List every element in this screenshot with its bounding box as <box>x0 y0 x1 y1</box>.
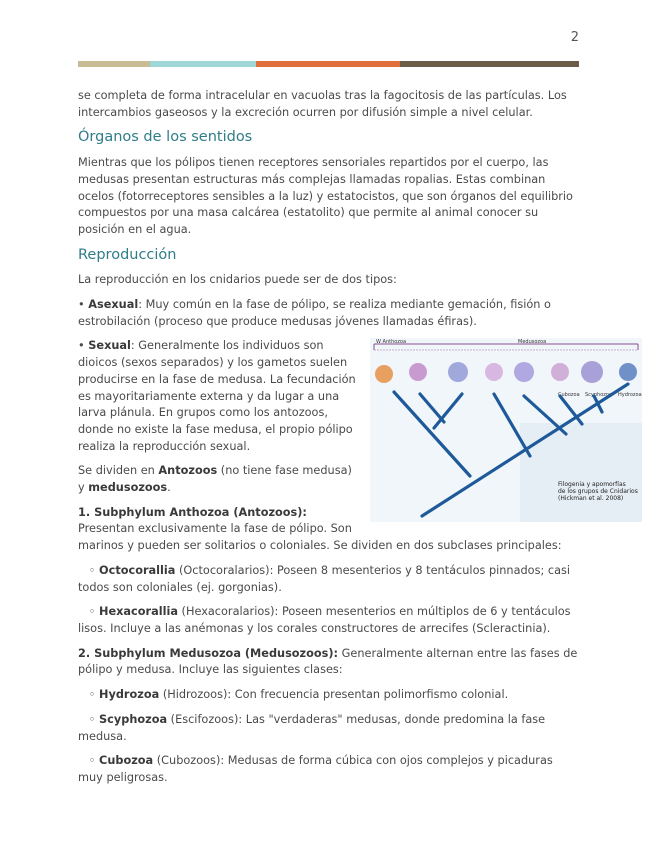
taxon-illustration-5 <box>514 362 534 382</box>
taxon-label-scyphozoa: Scyphozoa <box>585 392 613 399</box>
hydrozoa-text: (Hidrozoos): Con frecuencia presentan polimorfismo colonial. <box>159 688 509 702</box>
taxon-illustration-7 <box>581 361 603 383</box>
asexual-text: : Muy común en la fase de pólipo, se realiza mediante gemación, fisión o estrobilación (proceso que produce medusas jóvenes llamadas éfiras). <box>78 298 551 328</box>
medusozoa-paragraph <box>78 646 578 679</box>
division-text-pre: Se dividen en <box>78 464 159 478</box>
page-number: 2 <box>570 30 579 45</box>
cubozoa-item: ◦ Cubozoa (Cubozoos): Medusas de forma cúbica con ojos complejos y picaduras muy peligrosas. <box>78 754 553 784</box>
reproduccion-intro: La reproducción en los cnidarios puede ser de dos tipos: <box>78 273 397 287</box>
document-body <box>78 88 642 795</box>
hexacorallia-text: (Hexacoralarios): Poseen mesenterios en múltiplos de 6 y tentáculos lisos. Incluye a las anémonas y los corales constructores de arrecifes (Scleractinia). <box>78 605 571 635</box>
division-text-end: . <box>167 481 171 495</box>
division-medusozoos: medusozoos <box>88 481 168 495</box>
taxon-illustration-2 <box>409 363 427 381</box>
header-bar-segment-2 <box>150 61 256 67</box>
division-antozoos: Antozoos <box>158 464 218 478</box>
sexual-text: : Generalmente los individuos son dioicos (sexos separados) y los gametos suelen producirse en la fase de medusa. La fecundación es mayoritariamente externa y da lugar a una larva plánula. En grupos como los antozoos, donde no existe la fase medusa, el propio pólipo realiza la reproducción sexual. <box>78 339 356 453</box>
taxon-illustration-3 <box>448 362 468 382</box>
header-bar-segment-4 <box>400 61 579 67</box>
heading-sentidos: Órganos de los sentidos <box>78 129 253 146</box>
hydrozoa-item: ◦ Hydrozoa (Hidrozoos): Con frecuencia presentan polimorfismo colonial. <box>78 688 509 702</box>
hexacorallia-label: Hexacorallia <box>99 605 178 619</box>
taxon-illustration-4 <box>485 363 503 381</box>
taxon-label-hydrozoa: Hydrozoa <box>618 392 642 399</box>
sexual-paragraph: • Sexual: Generalmente los individuos son dioicos (sexos separados) y los gametos suelen producirse en la fase de medusa. La fecundación es mayoritariamente externa y da lugar a una larva plánula. En grupos como los antozoos, donde no existe la fase medusa, el propio pólipo realiza la reproducción sexual. <box>78 339 356 453</box>
medusozoa-title: 2. Subphylum Medusozoa (Medusozoos): <box>78 646 339 660</box>
anthozoa-text: Presentan exclusivamente la fase de pólipo. Son marinos y pueden ser solitarios o coloniales. Se dividen en dos subclases principales: <box>78 522 562 553</box>
figure-caption: Filogenia y apomorfías de los grupos de Cnidarios (Hickman et al. 2008) <box>558 481 638 503</box>
medusozoa-text: Generalmente alternan entre las fases de pólipo y medusa. Incluye las siguientes clases: <box>78 646 578 677</box>
taxon-illustration-1 <box>375 365 393 383</box>
phylogeny-figure <box>370 338 642 522</box>
asexual-label: Asexual <box>88 298 139 312</box>
heading-reproduccion: Reproducción <box>78 246 177 263</box>
hydrozoa-label: Hydrozoa <box>99 688 160 702</box>
anthozoa-title: 1. Subphylum Anthozoa (Antozoos): <box>78 505 307 519</box>
taxon-illustration-8 <box>619 363 637 381</box>
octocorallia-text: (Octocoralarios): Poseen 8 mesenterios y 8 tentáculos pinnados; casi todos son coloniales (ej. gorgonias). <box>78 563 571 594</box>
intro-paragraph: se completa de forma intracelular en vacuolas tras la fagocitosis de las partículas. Los intercambios gaseosos y la excreción ocurren por difusión simple a nivel celular. <box>78 89 567 119</box>
scyphozoa-label: Scyphozoa <box>99 712 168 726</box>
header-bar-segment-3 <box>256 61 400 67</box>
cubozoa-label: Cubozoa <box>99 754 154 768</box>
asexual-paragraph: • Asexual: Muy común en la fase de pólipo, se realiza mediante gemación, fisión o estrobilación (proceso que produce medusas jóvenes llamadas éfiras). <box>78 298 551 328</box>
header-bar-segment-1 <box>78 61 150 67</box>
taxon-illustration-6 <box>551 363 569 381</box>
division-text-mid: (no tiene fase medusa) y <box>78 464 352 495</box>
scyphozoa-item: ◦ Scyphozoa (Escifozoos): Las "verdaderas" medusas, donde predomina la fase medusa. <box>78 712 546 743</box>
sexual-label: Sexual <box>88 339 131 353</box>
figure-header-right: Medusozoa <box>518 339 547 346</box>
scyphozoa-text: (Escifozoos): Las "verdaderas" medusas, donde predomina la fase medusa. <box>78 712 546 743</box>
cubozoa-text: (Cubozoos): Medusas de forma cúbica con ojos complejos y picaduras muy peligrosas. <box>78 754 553 784</box>
octocorallia-label: Octocorallia <box>99 563 176 577</box>
sentidos-paragraph: Mientras que los pólipos tienen receptores sensoriales repartidos por el cuerpo, las medusas presentan estructuras más complejas llamadas ropalias. Estas combinan ocelos (fotorreceptores sensibles a la luz) y estatocistos, que son órganos del equilibrio compuestos por una masa calcárea (estatolito) que permite al animal conocer su posición en el agua. <box>78 156 573 236</box>
figure-header-left: W Anthozoa <box>376 339 407 346</box>
taxon-label-cubozoa: Cubozoa <box>558 392 580 399</box>
octocorallia-item: ◦ Octocorallia (Octocoralarios): Poseen 8 mesenterios y 8 tentáculos pinnados; casi todos son coloniales (ej. gorgonias). <box>78 563 571 594</box>
hexacorallia-item: ◦ Hexacorallia (Hexacoralarios): Poseen mesenterios en múltiplos de 6 y tentáculos lisos. Incluye a las anémonas y los corales constructores de arrecifes (Scleractinia). <box>78 605 571 635</box>
